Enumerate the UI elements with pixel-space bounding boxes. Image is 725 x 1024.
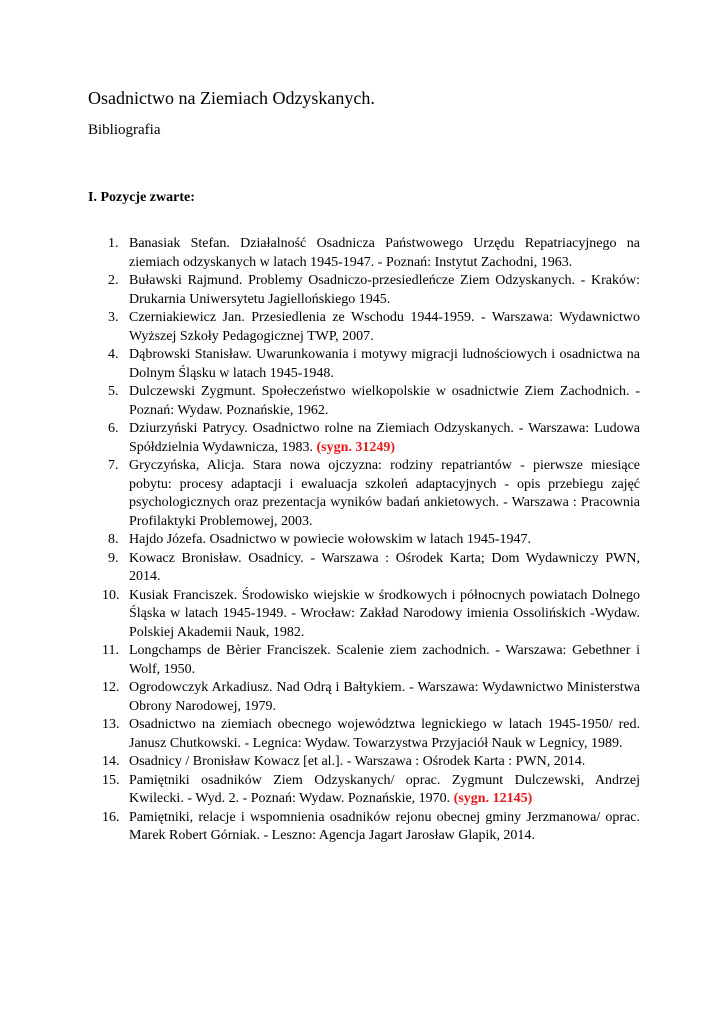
entry-number: 4. — [108, 347, 119, 362]
entry-number: 9. — [108, 550, 119, 566]
entry-number: 14. — [102, 754, 120, 769]
entry-text: Dulczewski Zygmunt. Społeczeństwo wielkopolskie w osadnictwie Ziem Zachodnich. - Poznań: Wydaw. Poznańskie, 1962. — [129, 384, 640, 418]
entry-number: 15. — [102, 772, 120, 788]
bibliography-entry — [88, 383, 640, 420]
bibliography-entry — [88, 420, 640, 457]
entry-text: Dąbrowski Stanisław. Uwarunkowania i motywy migracji ludnościowych i osadnictwa na Dolnym Śląsku w latach 1945-1948. — [129, 347, 640, 381]
entry-number: 2. — [108, 273, 119, 288]
bibliography-entry — [88, 235, 640, 272]
entry-number: 3. — [108, 310, 119, 325]
entry-number: 5. — [108, 384, 119, 399]
entry-text: Banasiak Stefan. Działalność Osadnicza Państwowego Urzędu Repatriacyjnego na ziemiach odzyskanych w latach 1945-1947. - Poznań: Instytut Zachodni, 1963. — [129, 236, 640, 270]
bibliography-entry — [88, 550, 640, 587]
bibliography-entry — [88, 309, 640, 346]
bibliography-entry — [88, 642, 640, 679]
entry-number: 8. — [108, 532, 119, 547]
section-heading: I. Pozycje zwarte: — [88, 190, 195, 205]
bibliography-entry — [88, 809, 640, 846]
entry-text: Ogrodowczyk Arkadiusz. Nad Odrą i Bałtykiem. - Warszawa: Wydawnictwo Ministerstwa Obrony Narodowej, 1979. — [129, 680, 640, 714]
entry-number: 16. — [102, 809, 120, 825]
bibliography-entry — [88, 272, 640, 309]
bibliography-entry — [88, 679, 640, 716]
entry-text: Gryczyńska, Alicja. Stara nowa ojczyzna: rodziny repatriantów - pierwsze miesiące pobytu: procesy adaptacji i ewaluacja szkoleń adaptacyjnych - opis przebiegu zajęć psychologicznych oraz prezentacja wyników badań ankietowych. - Warszawa : Pracownia Profilaktyki Problemowej, 2003. — [129, 458, 640, 529]
bibliography-entry — [88, 457, 640, 531]
bibliography-entry — [88, 716, 640, 753]
entry-text: Pamiętniki osadników Ziem Odzyskanych/ oprac. Zygmunt Dulczewski, Andrzej Kwilecki. - Wyd. 2. - Poznań: Wydaw. Poznańskie, 1970. — [129, 772, 640, 806]
entry-text: Dziurzyński Patrycy. Osadnictwo rolne na Ziemiach Odzyskanych. - Warszawa: Ludowa Spółdzielnia Wydawnicza, 1983. — [129, 421, 640, 455]
entry-text: Kusiak Franciszek. Środowisko wiejskie w środkowych i północnych powiatach Dolnego Śląska w latach 1945-1949. - Wrocław: Zakład Narodowy imienia Ossolińskich -Wydaw. Polskiej Akademii Nauk, 1982. — [129, 587, 640, 640]
entry-number: 11. — [102, 643, 119, 658]
entry-text: Hajdo Józefa. Osadnictwo w powiecie wołowskim w latach 1945-1947. — [129, 532, 532, 547]
entry-text: Buławski Rajmund. Problemy Osadniczo-przesiedleńcze Ziem Odzyskanych. - Kraków: Drukarnia Uniwersytetu Jagiellońskiego 1945. — [129, 273, 640, 307]
bibliography-entry — [88, 587, 640, 643]
bibliography-entry — [88, 772, 640, 809]
call-number-badge: (sygn. 12145) — [453, 791, 533, 806]
entry-number: 13. — [102, 717, 120, 732]
entry-text: Osadnicy / Bronisław Kowacz [et al.]. - Warszawa : Ośrodek Karta : PWN, 2014. — [129, 754, 586, 769]
entry-text: Kowacz Bronisław. Osadnicy. - Warszawa : Ośrodek Karta; Dom Wydawniczy PWN, 2014. — [129, 550, 640, 584]
entry-number: 10. — [102, 587, 120, 603]
entry-number: 12. — [102, 680, 120, 695]
entry-number: 1. — [108, 236, 119, 251]
entry-text: Czerniakiewicz Jan. Przesiedlenia ze Wschodu 1944-1959. - Warszawa: Wydawnictwo Wyższej Szkoły Pedagogicznej TWP, 2007. — [129, 310, 640, 344]
entry-text: Longchamps de Bèrier Franciszek. Scalenie ziem zachodnich. - Warszawa: Gebethner i Wolf, 1950. — [129, 643, 640, 677]
page-subtitle: Bibliografia — [88, 122, 161, 138]
entry-text: Osadnictwo na ziemiach obecnego województwa legnickiego w latach 1945-1950/ red. Janusz Chutkowski. - Legnica: Wydaw. Towarzystwa Przyjaciół Nauk w Legnicy, 1989. — [129, 717, 640, 751]
bibliography-entry — [88, 753, 640, 772]
bibliography-entry — [88, 531, 640, 550]
entry-number: 7. — [108, 458, 119, 473]
bibliography-list — [88, 235, 640, 846]
call-number-badge: (sygn. 31249) — [316, 439, 396, 455]
bibliography-entry — [88, 346, 640, 383]
entry-text: Pamiętniki, relacje i wspomnienia osadników rejonu obecnej gminy Jerzmanowa/ oprac. Marek Robert Górniak. - Leszno: Agencja Jagart Jarosław Glapik, 2014. — [129, 809, 640, 843]
page-title: Osadnictwo na Ziemiach Odzyskanych. — [88, 88, 375, 108]
entry-number: 6. — [108, 421, 119, 436]
